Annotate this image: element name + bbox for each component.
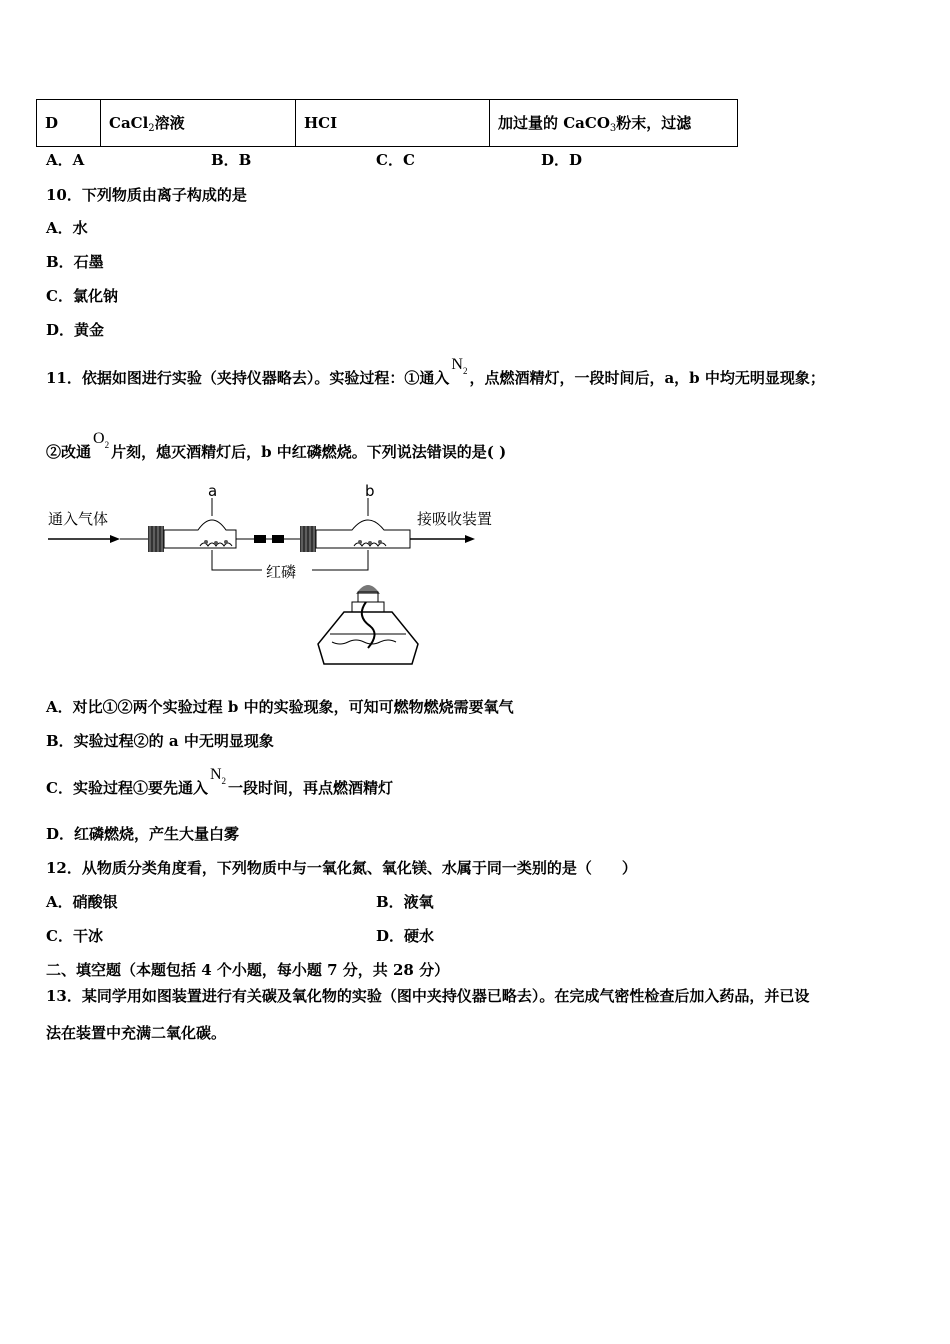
- q12-option-b: B．液氧: [376, 893, 434, 911]
- q12-option-c: C．干冰: [46, 927, 103, 945]
- q10-option-a: A．水: [46, 219, 88, 237]
- q10-stem: 10．下列物质由离子构成的是: [46, 186, 247, 204]
- outlet-arrow-head: [465, 535, 475, 543]
- tube-b: [300, 498, 410, 552]
- q11-stem-line2: ②改通$O_2$ 片刻，熄灭酒精灯后，b 中红磷燃烧。下列说法错误的是( ): [46, 430, 507, 461]
- q12-option-a: A．硝酸银: [46, 893, 118, 911]
- n2-formula: $N_2$: [209, 766, 227, 786]
- answer-table: [36, 99, 738, 147]
- absorb-label: 接吸收装置: [417, 510, 493, 528]
- red-p-label: 红磷: [266, 563, 297, 581]
- table-row: [37, 100, 738, 147]
- alcohol-lamp: [318, 585, 418, 664]
- inlet-arrow-head: [110, 535, 120, 543]
- table-cell: HCI: [296, 100, 490, 147]
- table-cell: CaCl$_2$溶液: [101, 100, 296, 147]
- q11-option-c: C．实验过程①要先通入$N_2$ 一段时间，再点燃酒精灯: [46, 766, 394, 797]
- q12-option-d: D．硬水: [376, 927, 435, 945]
- section-heading: 二、填空题（本题包括 4 个小题，每小题 7 分，共 28 分）: [46, 961, 450, 979]
- q9-option-d: D．D: [541, 151, 583, 169]
- o2-formula: $O_2$: [93, 430, 110, 450]
- q11-stem-line1: 11．依据如图进行实验（夹持仪器略去）。实验过程：①通入$N_2$ ，点燃酒精灯，一段时间后，a，b 中均无明显现象；: [46, 356, 825, 387]
- connector: [236, 535, 300, 543]
- q13-line1: 13．某同学用如图装置进行有关碳及氧化物的实验（图中夹持仪器已略去）。在完成气密性检查后加入药品，并已设: [46, 987, 810, 1005]
- q9-option-c: C．C: [376, 151, 415, 169]
- q12-stem: 12．从物质分类角度看，下列物质中与一氧化氮、氧化镁、水属于同一类别的是（ ）: [46, 859, 637, 877]
- gas-inlet-label: 通入气体: [48, 510, 109, 528]
- q10-option-d: D．黄金: [46, 321, 105, 339]
- q11-option-b: B．实验过程②的 a 中无明显现象: [46, 732, 274, 750]
- table-cell: 加过量的 CaCO$_3$粉末，过滤: [490, 100, 738, 147]
- q10-option-c: C．氯化钠: [46, 287, 118, 305]
- tube-a: [148, 498, 236, 552]
- n2-formula: $N_2$: [451, 356, 468, 376]
- q11-option-d: D．红磷燃烧，产生大量白雾: [46, 825, 240, 843]
- apparatus-diagram: [40, 484, 520, 674]
- q9-option-b: B．B: [211, 151, 252, 169]
- q11-option-a: A．对比①②两个实验过程 b 中的实验现象，可知可燃物燃烧需要氧气: [46, 698, 514, 716]
- label-b: b: [365, 484, 375, 500]
- q10-option-b: B．石墨: [46, 253, 104, 271]
- table-cell: D: [37, 100, 101, 147]
- label-a: a: [208, 484, 218, 500]
- q9-option-a: A．A: [46, 151, 85, 169]
- q13-line2: 法在装置中充满二氧化碳。: [46, 1024, 227, 1042]
